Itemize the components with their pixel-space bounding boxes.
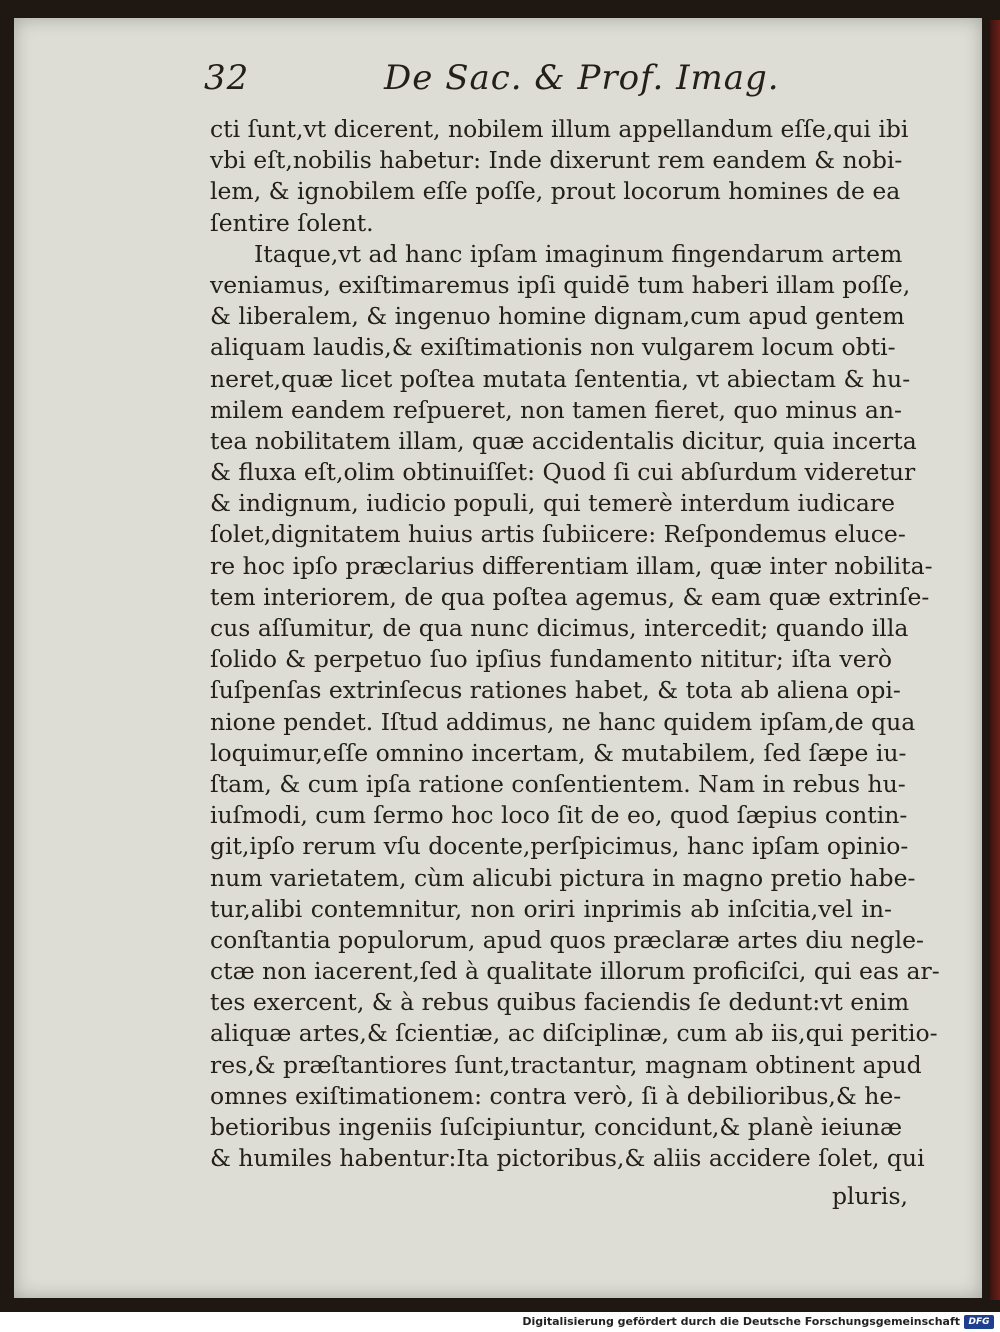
text-line: aliquæ artes,& ſcientiæ, ac diſciplinæ, cum ab iis,qui peritio- [210, 1019, 938, 1048]
text-line: & indignum, iudicio populi, qui temerè interdum iudicare [210, 489, 895, 518]
text-line: & humiles habentur:Ita pictoribus,& aliis accidere ſolet, qui [210, 1144, 925, 1173]
text-line: tes exercent, & à rebus quibus faciendis ſe dedunt:vt enim [210, 988, 910, 1017]
text-line: cti ſunt,vt dicerent, nobilem illum appellandum eſſe,qui ibi [210, 115, 909, 143]
text-line: tur,alibi contemnitur, non oriri inprimis ab inſcitia,vel in- [210, 894, 892, 923]
text-line: conſtantia populorum, apud quos præclaræ artes diu negle- [210, 925, 924, 954]
text-line: ſuſpenſas extrinſecus rationes habet, & tota ab aliena opi- [210, 676, 901, 705]
page-number: 32 [204, 58, 250, 98]
text-line: nione pendet. Iſtud addimus, ne hanc quidem ipſam,de qua [210, 707, 916, 736]
text-line: neret,quæ licet poſtea mutata ſententia, vt abiectam & hu- [210, 364, 911, 393]
text-line: res,& præſtantiores ſunt,tractantur, magnam obtinent apud [210, 1050, 922, 1079]
text-line: tem interiorem, de qua poſtea agemus, & eam quæ extrinſe- [210, 582, 930, 611]
text-line: loquimur,eſſe omnino incertam, & mutabilem, ſed ſæpe iu- [210, 738, 907, 767]
body-text [210, 114, 940, 1174]
text-line: num varietatem, cùm alicubi pictura in magno pretio habe- [210, 863, 916, 892]
catchword: pluris, [832, 1182, 908, 1210]
text-line: cus aſſumitur, de qua nunc dicimus, intercedit; quando illa [210, 614, 909, 642]
text-line: lem, & ignobilem eſſe poſſe, prout locorum homines de ea [210, 177, 901, 206]
text-line: ſtam, & cum ipſa ratione conſentientem. Nam in rebus hu- [210, 769, 906, 798]
text-line: & fluxa eſt,olim obtinuiſſet: Quod ſi cui abſurdum videretur [210, 458, 916, 487]
text-line: iuſmodi, cum ſermo hoc loco ſit de eo, quod ſæpius contin- [210, 801, 908, 830]
funding-credit: Digitalisierung gefördert durch die Deutsche Forschungsgemeinschaft [522, 1315, 960, 1328]
text-line: vbi eſt,nobilis habetur: Inde dixerunt rem eandem & nobi- [210, 146, 903, 175]
text-line: & liberalem, & ingenuo homine dignam,cum apud gentem [210, 302, 905, 331]
text-line: ſolido & perpetuo ſuo ipſius fundamento nititur; iſta verò [210, 645, 892, 674]
text-line: tea nobilitatem illam, quæ accidentalis dicitur, quia incerta [210, 426, 917, 455]
book-page [14, 18, 982, 1298]
text-line: milem eandem reſpueret, non tamen fieret, quo minus an- [210, 395, 902, 424]
footer-bar [0, 1312, 1000, 1332]
text-line: git,ipſo rerum vſu docente,perſpicimus, hanc ipſam opinio- [210, 832, 909, 861]
dfg-logo-icon: DFG [964, 1315, 994, 1329]
text-line: betioribus ingeniis ſuſcipiuntur, concidunt,& planè ieiunæ [210, 1113, 903, 1141]
text-line: ſolet,dignitatem huius artis ſubiicere: Reſpondemus eluce- [210, 520, 906, 549]
text-line: ſentire ſolent. [210, 208, 374, 237]
running-head [204, 58, 904, 118]
text-line: re hoc ipſo præclarius differentiam illam, quæ inter nobilita- [210, 551, 933, 580]
text-line: ctæ non iacerent,ſed à qualitate illorum proficiſci, qui eas ar- [210, 957, 940, 986]
text-line: omnes exiſtimationem: contra verò, ſi à debilioribus,& he- [210, 1081, 902, 1110]
text-line: Itaque,vt ad hanc ipſam imaginum fingendarum artem [254, 239, 903, 268]
text-line: veniamus, exiſtimaremus ipſi quidē tum haberi illam poſſe, [210, 270, 911, 299]
text-line: aliquam laudis,& exiſtimationis non vulgarem locum obti- [210, 333, 896, 362]
running-title: De Sac. & Prof. Imag. [384, 58, 780, 98]
